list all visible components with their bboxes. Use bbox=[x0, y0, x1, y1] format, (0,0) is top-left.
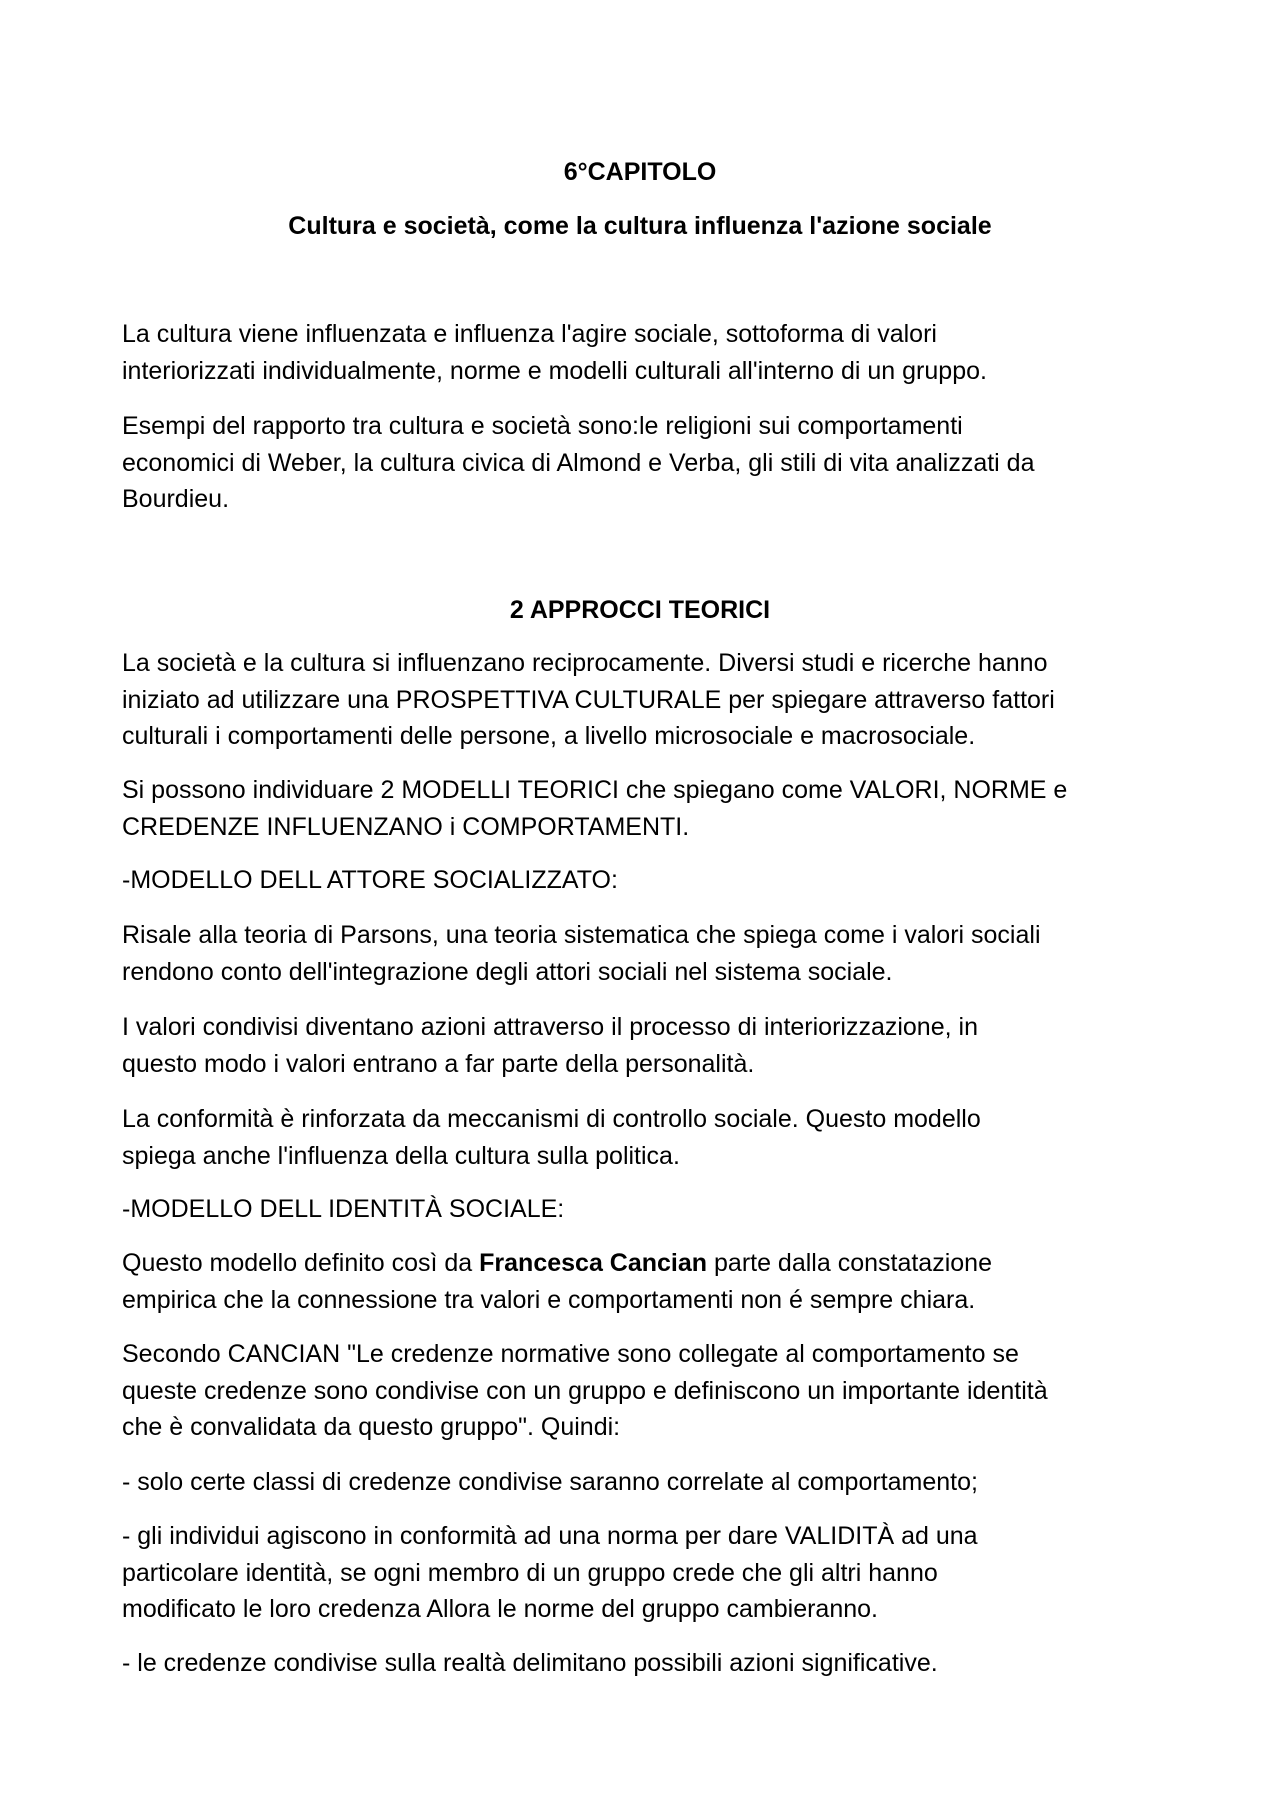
chapter-title: 6°CAPITOLO bbox=[563, 158, 717, 186]
text-line: interiorizzati individualmente, norme e modelli culturali all'interno di un gruppo. bbox=[122, 356, 987, 385]
text-line: questo modo i valori entrano a far parte della personalità. bbox=[122, 1049, 755, 1078]
section-paragraph-2 bbox=[122, 772, 1172, 845]
model-socialized-actor-heading bbox=[122, 862, 1172, 899]
model-social-identity-heading bbox=[122, 1191, 1172, 1228]
section-paragraph-1 bbox=[122, 645, 1172, 755]
text-line: che è convalidata da questo gruppo". Quindi: bbox=[122, 1413, 621, 1442]
text-line: iniziato ad utilizzare una PROSPETTIVA CULTURALE per spiegare attraverso fattori bbox=[122, 685, 1055, 714]
section-paragraph-7 bbox=[122, 1336, 1172, 1446]
text-line: - gli individui agiscono in conformità ad una norma per dare VALIDITÀ ad una bbox=[122, 1522, 978, 1550]
intro-paragraph-2 bbox=[122, 408, 1172, 518]
text-line: Esempi del rapporto tra cultura e società sono:le religioni sui comportamenti bbox=[122, 412, 963, 440]
list-item-3 bbox=[122, 1645, 1172, 1682]
section-paragraph-4 bbox=[122, 1009, 1172, 1082]
text-line: I valori condivisi diventano azioni attraverso il processo di interiorizzazione, in bbox=[122, 1013, 978, 1041]
text-line: particolare identità, se ogni membro di un gruppo crede che gli altri hanno bbox=[122, 1558, 938, 1587]
text-run: parte dalla constatazione bbox=[707, 1249, 992, 1277]
text-line: Risale alla teoria di Parsons, una teoria sistematica che spiega come i valori sociali bbox=[122, 921, 1041, 949]
text-line: Secondo CANCIAN "Le credenze normative sono collegate al comportamento se bbox=[122, 1340, 1019, 1368]
text-line: La cultura viene influenzata e influenza l'agire sociale, sottoforma di valori bbox=[122, 320, 937, 348]
section-paragraph-6 bbox=[122, 1245, 1172, 1318]
author-name: Francesca Cancian bbox=[479, 1249, 708, 1277]
section-heading: 2 APPROCCI TEORICI bbox=[509, 596, 771, 624]
text-line: spiega anche l'influenza della cultura sulla politica. bbox=[122, 1141, 680, 1170]
text-line: rendono conto dell'integrazione degli attori sociali nel sistema sociale. bbox=[122, 957, 893, 986]
text-line: Si possono individuare 2 MODELLI TEORICI che spiegano come VALORI, NORME e bbox=[122, 776, 1068, 804]
text-line: -MODELLO DELL IDENTITÀ SOCIALE: bbox=[122, 1195, 565, 1223]
text-line bbox=[122, 1245, 1172, 1282]
intro-paragraph-1 bbox=[122, 316, 1172, 389]
text-line: culturali i comportamenti delle persone, a livello microsociale e macrosociale. bbox=[122, 722, 976, 751]
text-line: - le credenze condivise sulla realtà delimitano possibili azioni significative. bbox=[122, 1649, 938, 1677]
text-line: queste credenze sono condivise con un gruppo e definiscono un importante identità bbox=[122, 1376, 1048, 1405]
text-line: Bourdieu. bbox=[122, 485, 230, 514]
text-line: - solo certe classi di credenze condivise saranno correlate al comportamento; bbox=[122, 1468, 978, 1496]
chapter-subtitle: Cultura e società, come la cultura influenza l'azione sociale bbox=[288, 212, 992, 240]
text-line: modificato le loro credenza Allora le norme del gruppo cambieranno. bbox=[122, 1595, 878, 1624]
text-run: Questo modello definito così da bbox=[122, 1249, 480, 1277]
text-line: empirica che la connessione tra valori e comportamenti non é sempre chiara. bbox=[122, 1285, 976, 1314]
text-line: CREDENZE INFLUENZANO i COMPORTAMENTI. bbox=[122, 812, 690, 841]
text-line: -MODELLO DELL ATTORE SOCIALIZZATO: bbox=[122, 866, 618, 894]
list-item-2 bbox=[122, 1518, 1172, 1628]
text-line: La conformità è rinforzata da meccanismi di controllo sociale. Questo modello bbox=[122, 1105, 981, 1133]
list-item-1 bbox=[122, 1464, 1172, 1501]
section-paragraph-3 bbox=[122, 917, 1172, 990]
text-line: economici di Weber, la cultura civica di Almond e Verba, gli stili di vita analizzati da bbox=[122, 448, 1035, 477]
section-paragraph-5 bbox=[122, 1101, 1172, 1174]
text-line: La società e la cultura si influenzano reciprocamente. Diversi studi e ricerche hanno bbox=[122, 649, 1048, 677]
